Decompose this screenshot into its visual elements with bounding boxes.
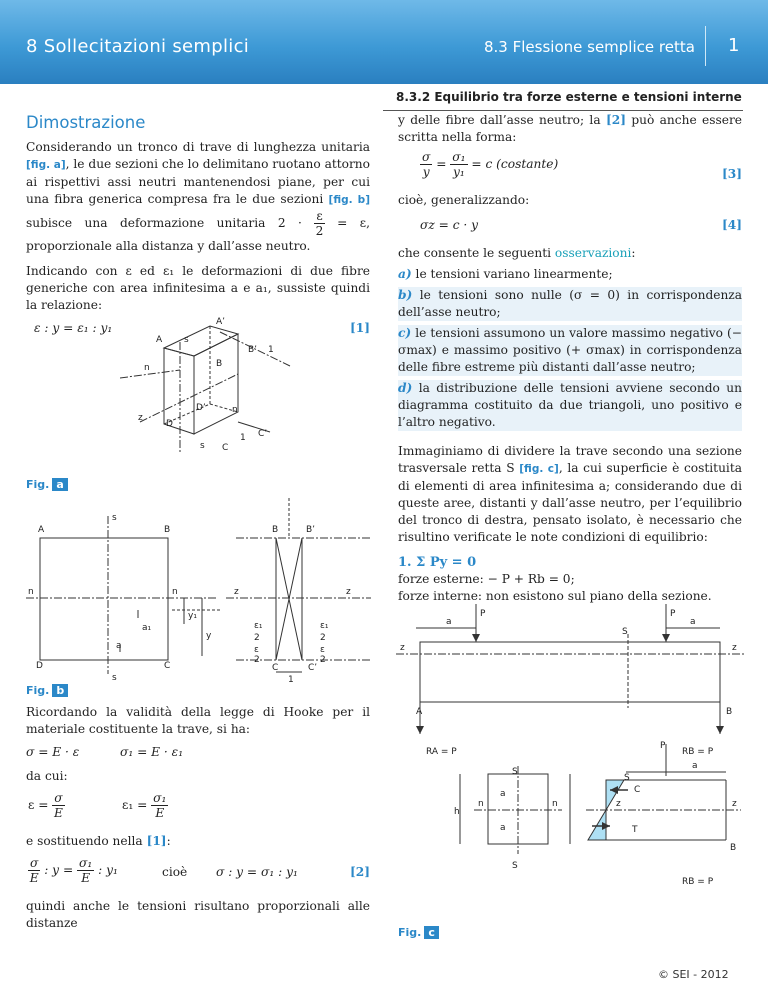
svg-text:C: C bbox=[272, 663, 279, 673]
svg-text:S: S bbox=[512, 861, 518, 871]
observation-a: a) le tensioni variano linearmente; bbox=[398, 267, 613, 281]
right-column bbox=[398, 112, 742, 605]
svg-text:C: C bbox=[634, 785, 641, 795]
condition-internal: forze interne: non esistono sul piano della sezione. bbox=[398, 589, 712, 603]
svg-text:s: s bbox=[112, 513, 117, 523]
right-paragraph-2: Immaginiamo di dividere la trave secondo una sezione trasversale retta S [fig. c], la cui superficie è costituita di elementi di area infinitesima a; considerando due di queste aree, distanti y dall’asse neutro, per l’equilibrio del tronco di destra, pensato isolato, è necessario che risultino verificate le note condizioni di equilibrio: bbox=[398, 444, 742, 544]
svg-text:s: s bbox=[112, 673, 117, 683]
svg-text:C: C bbox=[222, 443, 229, 453]
svg-text:S: S bbox=[622, 627, 628, 637]
svg-text:P: P bbox=[660, 741, 666, 751]
equation-3: $\frac{\sigma}{y}$ = $\frac{\text{σ₁}}{\text{y₁}}$ = c (costante) [3] bbox=[422, 150, 742, 181]
svg-text:1: 1 bbox=[240, 433, 246, 443]
svg-text:z: z bbox=[732, 643, 737, 653]
svg-text:C: C bbox=[164, 661, 171, 671]
equation-1: ε : y = ε₁ : y₁ [1] bbox=[34, 321, 370, 335]
header-divider bbox=[705, 26, 706, 66]
left-column-bottom bbox=[26, 704, 370, 932]
svg-text:D: D bbox=[166, 419, 173, 429]
svg-text:S: S bbox=[624, 773, 630, 783]
svg-text:2: 2 bbox=[320, 633, 326, 643]
ref-fig-c[interactable]: [fig. c] bbox=[519, 463, 559, 475]
svg-text:RA = P: RA = P bbox=[426, 747, 457, 757]
svg-text:a: a bbox=[692, 761, 698, 771]
svg-text:y₁: y₁ bbox=[188, 611, 197, 621]
svg-text:s: s bbox=[184, 335, 189, 345]
svg-text:B: B bbox=[726, 707, 733, 717]
svg-text:B: B bbox=[216, 359, 223, 369]
left-paragraph-3: Ricordando la validità della legge di Hooke per il materiale costituente la trave, si ha: bbox=[26, 705, 370, 736]
da-cui: da cui: bbox=[26, 769, 68, 783]
svg-text:2: 2 bbox=[254, 655, 260, 665]
svg-text:A’: A’ bbox=[216, 317, 226, 327]
svg-text:ε: ε bbox=[320, 645, 325, 655]
svg-text:n: n bbox=[478, 799, 484, 809]
chapter-title: 8 Sollecitazioni semplici bbox=[26, 36, 250, 57]
observation-d: d) la distribuzione delle tensioni avviene secondo un diagramma costituito da due triangoli, uno positivo e l’altro negativo. bbox=[398, 381, 742, 429]
ref-fig-a[interactable]: [fig. a] bbox=[26, 159, 66, 171]
svg-text:A: A bbox=[156, 335, 163, 345]
svg-text:a: a bbox=[446, 617, 452, 627]
svg-text:h: h bbox=[454, 807, 460, 817]
equation-4: σz = c · y [4] bbox=[420, 218, 742, 232]
demo-title: Dimostrazione bbox=[26, 113, 146, 132]
epsilon-equations: ε = $\frac{\sigma}{E}$ ε₁ = $\frac{\text{σ₁}}{E}$ bbox=[28, 791, 167, 820]
svg-text:z: z bbox=[346, 587, 351, 597]
figure-c-label: Fig. c bbox=[398, 926, 439, 939]
svg-text:ε₁: ε₁ bbox=[320, 621, 329, 631]
substitution-line: e sostituendo nella [1]: bbox=[26, 834, 171, 848]
svg-text:C’: C’ bbox=[258, 429, 268, 439]
svg-text:a: a bbox=[116, 641, 122, 651]
svg-text:z: z bbox=[732, 799, 737, 809]
svg-text:z: z bbox=[616, 799, 621, 809]
svg-text:1: 1 bbox=[268, 345, 274, 355]
svg-text:a: a bbox=[690, 617, 696, 627]
svg-text:a: a bbox=[500, 789, 506, 799]
copyright: © SEI - 2012 bbox=[658, 968, 729, 981]
svg-text:z: z bbox=[138, 413, 143, 423]
svg-text:n: n bbox=[28, 587, 34, 597]
svg-text:z: z bbox=[400, 643, 405, 653]
svg-text:RB = P: RB = P bbox=[682, 747, 714, 757]
page-header bbox=[0, 0, 768, 84]
svg-text:B: B bbox=[164, 525, 171, 535]
svg-text:B’: B’ bbox=[248, 345, 258, 355]
figure-a-drawing bbox=[120, 312, 300, 462]
svg-text:A: A bbox=[38, 525, 45, 535]
condition-external: forze esterne: − P + Rb = 0; bbox=[398, 572, 575, 586]
left-paragraph-4: quindi anche le tensioni risultano proporzionali alle distanze bbox=[26, 899, 370, 930]
section-title: 8.3 Flessione semplice retta bbox=[484, 38, 695, 56]
svg-text:a: a bbox=[500, 823, 506, 833]
svg-text:n: n bbox=[144, 363, 150, 373]
svg-text:2: 2 bbox=[320, 655, 326, 665]
ref-fig-b[interactable]: [fig. b] bbox=[328, 194, 370, 206]
figure-a-label: Fig. a bbox=[26, 478, 68, 491]
svg-text:s: s bbox=[200, 441, 205, 451]
svg-text:B: B bbox=[272, 525, 279, 535]
observations-list bbox=[398, 266, 742, 431]
figure-b-drawing bbox=[26, 498, 376, 688]
svg-text:T: T bbox=[632, 825, 638, 835]
right-paragraph-1: y delle fibre dall’asse neutro; la [2] può anche essere scritta nella forma: bbox=[398, 113, 742, 144]
svg-text:a₁: a₁ bbox=[142, 623, 152, 633]
hooke-equations: σ = E · ε σ₁ = E · ε₁ bbox=[26, 745, 184, 759]
condition-title: 1. Σ Py = 0 bbox=[398, 555, 477, 570]
observations-intro: che consente le seguenti osservazioni: bbox=[398, 246, 636, 260]
subsection-title: 8.3.2 Equilibrio tra forze esterne e tensioni interne bbox=[396, 90, 742, 104]
svg-text:y: y bbox=[206, 631, 212, 641]
observation-c: c) le tensioni assumono un valore massimo negativo (− σmax) e massimo positivo (+ σmax) in corrispondenza delle fibre estreme più distanti dall’asse neutro; bbox=[398, 326, 742, 374]
svg-text:ε₁: ε₁ bbox=[254, 621, 263, 631]
equation-2: $\frac{\sigma}{E}$ : y = $\frac{\text{σ₁}}{E}$ : y₁ cioè σ : y = σ₁ : y₁ [2] bbox=[29, 856, 370, 885]
figure-c-drawing bbox=[396, 604, 746, 894]
svg-text:1: 1 bbox=[288, 675, 294, 685]
generalizing: cioè, generalizzando: bbox=[398, 193, 530, 207]
svg-text:P: P bbox=[670, 609, 676, 619]
page-number: 1 bbox=[728, 35, 740, 56]
svg-text:n: n bbox=[552, 799, 558, 809]
svg-text:D: D bbox=[36, 661, 43, 671]
svg-text:n: n bbox=[232, 405, 238, 415]
svg-text:A: A bbox=[416, 707, 423, 717]
left-paragraph-2: Indicando con ε ed ε₁ le deformazioni di due fibre generiche con area infinitesima a e a₁, sussiste quindi la relazione: bbox=[26, 264, 370, 312]
svg-text:P: P bbox=[480, 609, 486, 619]
svg-text:2: 2 bbox=[254, 633, 260, 643]
subsection-rule bbox=[383, 110, 743, 111]
left-paragraph-1: Considerando un tronco di trave di lunghezza unitaria [fig. a], le due sezioni che lo delimitano ruotano attorno ai rispettivi assi neutri mantenendosi piane, per cui una fibra generica compresa fra le due sezioni [fig. b] subisce una deformazione unitaria 2 · $\frac{\varepsilon}{2}$ = ε, proporzionale alla distanza y dall’asse neutro. bbox=[26, 140, 370, 253]
observation-b: b) le tensioni sono nulle (σ = 0) in corrispondenza dell’asse neutro; bbox=[398, 288, 742, 319]
left-column bbox=[26, 114, 370, 338]
svg-text:n: n bbox=[172, 587, 178, 597]
svg-text:B: B bbox=[730, 843, 737, 853]
figure-b-label: Fig. b bbox=[26, 684, 68, 697]
svg-text:ε: ε bbox=[254, 645, 259, 655]
svg-text:S: S bbox=[512, 767, 518, 777]
svg-text:RB = P: RB = P bbox=[682, 877, 714, 887]
svg-text:C’: C’ bbox=[308, 663, 318, 673]
svg-text:z: z bbox=[234, 587, 239, 597]
svg-text:B’: B’ bbox=[306, 525, 316, 535]
svg-text:D’: D’ bbox=[196, 403, 206, 413]
